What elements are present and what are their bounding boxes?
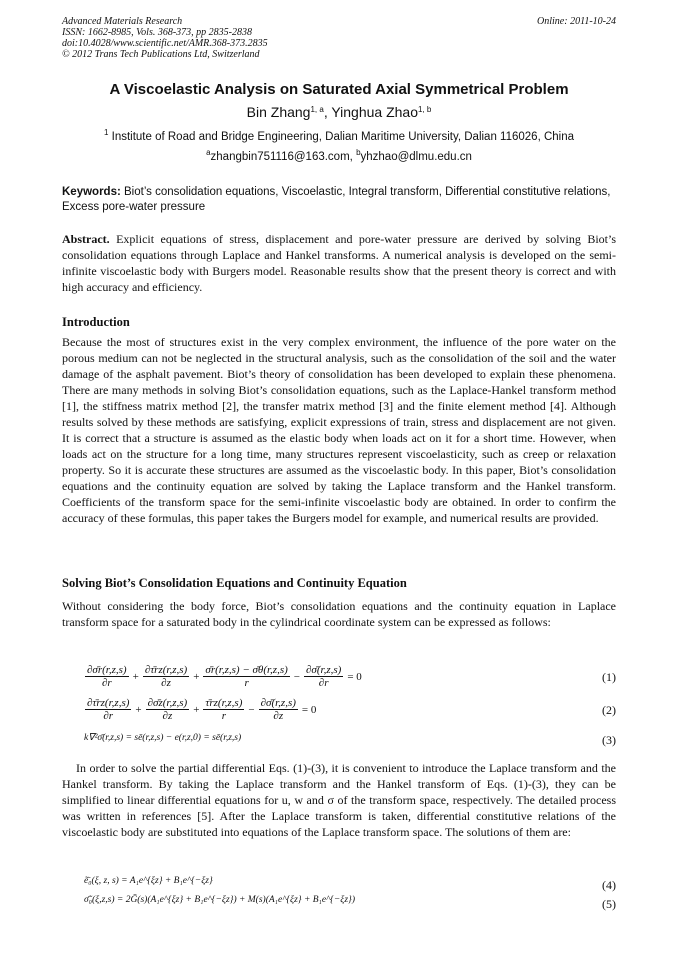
eq2-frac-1: $\frac{\partial\taūrz(r,z,s)}{\partial r}$: [87, 697, 130, 722]
transform-paragraph: In order to solve the partial differential Eqs. (1)-(3), it is convenient to introduce the Laplace transform and the Hankel transform. By taking the Laplace transform and the Hankel transform of Eqs. (1)-(3), they can be simplified to linear differential equations for u, w and σ of the transform space, respectively. The detailed process was written in references [5]. After the Laplace transform is taken, differential constitutive relations of the viscoelastic body are substituted into equations of the Laplace transform space. The solutions of them are:: [62, 761, 616, 839]
equation-2-number: (2): [602, 703, 616, 717]
equation-5-expr: σ̃̄₀(ξ,z,s) = 2Ḡ(s)(A₁e^{ξz} + B₁e^{−ξz}) + M(s)(A₁e^{ξz} + B₁e^{−ξz}): [84, 895, 355, 905]
keywords-text: Biot’s consolidation equations, Viscoelastic, Integral transform, Differential constitutive relations, Excess pore-water pressure: [62, 186, 611, 213]
affiliation: [62, 128, 616, 143]
eq2-frac-4: $\frac{\partial\sigmā(r,z,s)}{\partial z}$: [260, 697, 296, 722]
abstract-label: Abstract.: [62, 232, 110, 246]
equation-3-expr: k∇²σ̄(r,z,s) = sē(r,z,s) − e(r,z,0) = sē(r,z,s): [84, 733, 242, 743]
equation-3-number: (3): [602, 733, 616, 747]
paper-title: A Viscoelastic Analysis on Saturated Axial Symmetrical Problem: [109, 81, 569, 98]
email-a: zhangbin751116@163.com,: [210, 151, 357, 163]
equation-2: [84, 697, 616, 721]
issn-line: ISSN: 1662-8985, Vols. 368-373, pp 2835-2838: [62, 27, 252, 38]
author-2-name: Yinghua Zhao: [331, 104, 419, 120]
affiliation-sup: 1: [103, 128, 109, 137]
introduction-paragraph: Because the most of structures exist in the very complex environment, the influence of the pore water on the porous medium can not be neglected in the structural analysis, such as the consolidation of the soil and the water damage of the asphalt pavement. Biot’s theory of consolidation has been developed to explain these phenomena. There are many methods in solving Biot’s consolidation equations, such as the Laplace-Hankel transform method [1], the stiffness matrix method [2], the transfer matrix method [3] and the finite element method [4]. Although results solved by these methods are satisfying, explicit expressions of train, stress and displacement are not given. It is correct that a structure is assumed as the elastic body when loads act on it for a short time. However, when loads act on the structure for a long time, many structures represent viscoelasticity, such as creep or relaxation property. So it is accurate these structures are assumed as the viscoelastic body. In this paper, Biot’s consolidation equations and the continuity equation are solved by taking the Laplace transform and the Hankel transform. Coefficients of the transform space for the semi-infinite viscoelastic body are obtained. In order to confirm the accuracy of these formulas, this paper takes the Burgers model for example, and numerical results are provided.: [62, 335, 616, 525]
email-b: yhzhao@dlmu.edu.cn: [360, 151, 472, 163]
abstract: [62, 231, 616, 295]
email-line: [62, 148, 616, 163]
equation-5-number: (5): [602, 897, 616, 911]
equation-4-number: (4): [602, 878, 616, 892]
eq1-frac-3: $\frac{\sigmār(r,z,s) - \sigmā\theta(r,z,s)}{r}$: [205, 664, 288, 689]
author-separator: ,: [323, 104, 332, 120]
author-1-sup: 1, a: [310, 105, 324, 114]
equation-1-expr: $\frac{\partial\sigmār(r,z,s)}{\partial r}$ + $\frac{\partial\taūrz(r,z,s)}{\partial z}$ + $\frac{\sigmār(r,z,s) - \sigmā\theta(r,z,s)}{r}$ − $\frac{\partial\sigmā(r,z,s)}{\partial r}$ = 0: [87, 664, 362, 689]
journal-name: Advanced Materials Research: [62, 16, 183, 27]
eq1-frac-4: $\frac{\partial\sigmā(r,z,s)}{\partial r}$: [306, 664, 342, 689]
solving-heading: Solving Biot’s Consolidation Equations and Continuity Equation: [62, 576, 407, 590]
solving-paragraph: Without considering the body force, Biot’s consolidation equations and the continuity equation in Laplace transform space for a saturated body in the cylindrical coordinate system can be expressed as follows:: [62, 599, 616, 629]
equation-1-number: (1): [602, 670, 616, 684]
email-a-sup: a: [206, 148, 211, 157]
introduction-heading: Introduction: [62, 315, 130, 329]
author-2-sup: 1, b: [418, 105, 432, 114]
equation-2-expr: $\frac{\partial\taūrz(r,z,s)}{\partial r}$ + $\frac{\partial\sigmāz(r,z,s)}{\partial z}$ + $\frac{\taūrz(r,z,s)}{r}$ − $\frac{\partial\sigmā(r,z,s)}{\partial z}$ = 0: [87, 697, 317, 722]
journal-header: [62, 16, 616, 60]
email-b-sup: b: [356, 148, 361, 157]
eq2-frac-2: $\frac{\partial\sigmāz(r,z,s)}{\partial z}$: [147, 697, 188, 722]
equation-4-expr: ẽ̄₀(ξ, z, s) = A₁e^{ξz} + B₁e^{−ξz}: [84, 876, 213, 886]
equation-1: [84, 664, 616, 688]
copyright-line: © 2012 Trans Tech Publications Ltd, Switzerland: [62, 49, 260, 60]
equation-5: [84, 891, 616, 915]
author-1-name: Bin Zhang: [246, 104, 311, 120]
keywords: [62, 185, 616, 215]
equation-3: [84, 727, 616, 751]
author-line: [62, 104, 616, 120]
abstract-text: Explicit equations of stress, displacement and pore-water pressure are derived by solving Biot’s consolidation equations through Laplace and Hankel transforms. A numerical analysis is developed on the semi-infinite viscoelastic body with Burgers model. Reasonable results show that the present theory is correct and with high accuracy and efficiency.: [62, 232, 616, 294]
eq2-frac-3: $\frac{\taūrz(r,z,s)}{r}$: [205, 697, 243, 722]
keywords-label: Keywords:: [62, 186, 121, 198]
eq1-frac-1: $\frac{\partial\sigmār(r,z,s)}{\partial r}$: [87, 664, 127, 689]
eq1-frac-2: $\frac{\partial\taūrz(r,z,s)}{\partial z}$: [144, 664, 188, 689]
doi-line: doi:10.4028/www.scientific.net/AMR.368-373.2835: [62, 38, 268, 49]
affiliation-text: Institute of Road and Bridge Engineering, Dalian Maritime University, Dalian 116026, China: [111, 131, 575, 143]
online-date: Online: 2011-10-24: [537, 16, 616, 27]
